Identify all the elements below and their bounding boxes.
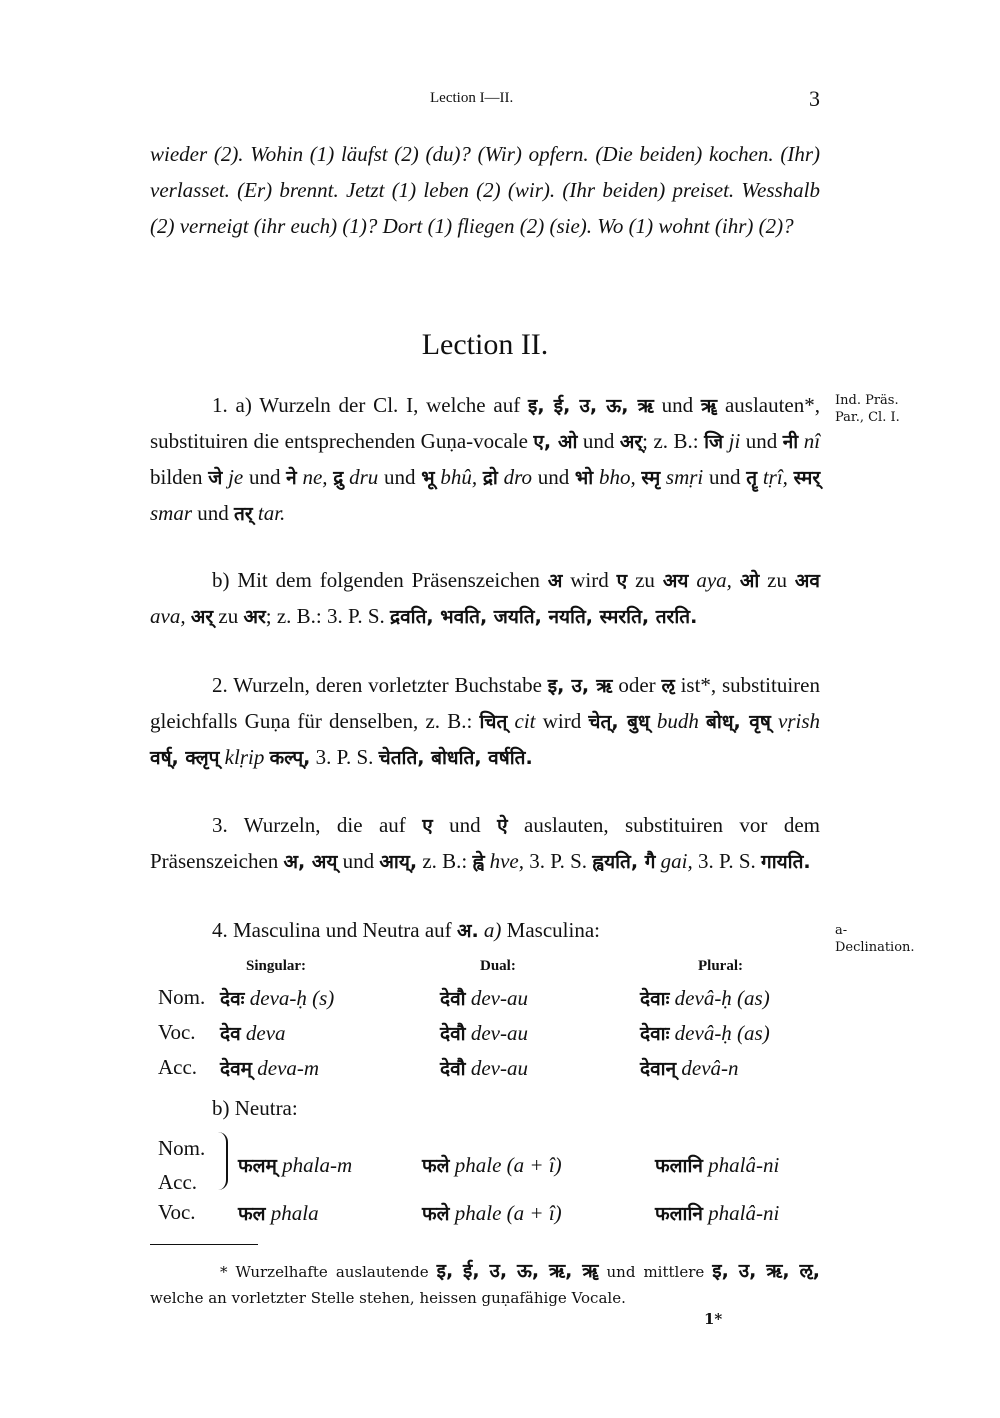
transliteration: ji — [728, 429, 741, 453]
transliteration: nî — [803, 429, 821, 453]
devanagari-text: जे — [208, 467, 223, 489]
devanagari-text: चेत्, बुध् — [588, 711, 650, 733]
transliteration: ne, — [302, 465, 328, 489]
devanagari-text: फल — [238, 1203, 266, 1225]
declension-row — [150, 1020, 830, 1054]
devanagari-text: अय — [662, 570, 689, 592]
devanagari-text: अर — [243, 606, 266, 628]
dual-form — [440, 1055, 528, 1081]
footnote-text: * Wurzelhafte auslautende — [220, 1263, 437, 1281]
signature-mark: 1* — [704, 1310, 723, 1328]
rule-text: und — [243, 465, 287, 489]
singular-form — [220, 985, 334, 1011]
section-heading: Lection II. — [421, 328, 549, 361]
dual-form — [440, 1020, 528, 1046]
page-number: 3 — [809, 86, 820, 111]
devanagari-text: फले — [422, 1203, 450, 1225]
dual-form — [440, 985, 528, 1011]
intro-paragraph: wieder (2). Wohin (1) läufst (2) (du)? (Wir) opfern. (Die beiden) kochen. (Ihr) verlasset. (Er) brennt. Jetzt (1) leben (2) (wir). (Ihr beiden) preiset. Wesshalb (2) verneigt (ihr euch) (1)? Dort (1) fliegen (2) (sie). Wo (1) wohnt (ihr) (2)? — [150, 142, 820, 238]
neutra-label: b) Neutra: — [212, 1096, 298, 1120]
transliteration: dev-au — [470, 1056, 528, 1080]
declension-row — [150, 1152, 830, 1186]
rule-text: und — [378, 465, 422, 489]
transliteration: phale (a + î) — [454, 1153, 562, 1177]
devanagari-text: द्रो — [482, 467, 498, 489]
rule-text: und — [653, 393, 701, 417]
transliteration: smar — [150, 501, 193, 525]
devanagari-text: देवः — [220, 988, 245, 1010]
plural-form — [640, 985, 770, 1011]
running-header — [150, 86, 820, 114]
rule-text: ist*, substituiren gleichfalls Guṇa für denselben, z. B.: — [150, 673, 820, 733]
devanagari-text: अर् — [190, 606, 214, 628]
transliteration: je — [228, 465, 244, 489]
devanagari-text: फलम् — [238, 1155, 277, 1177]
transliteration: aya, — [696, 568, 732, 592]
transliteration: cit — [514, 709, 536, 733]
footnote-text: und mittlere — [598, 1263, 713, 1281]
rule-text: 1. a) Wurzeln der Cl. I, welche auf — [212, 393, 529, 417]
singular-form — [220, 1020, 286, 1046]
transliteration: a) — [483, 918, 502, 942]
rule-text: 3. P. S. — [692, 849, 762, 873]
devanagari-text: इ, ई, उ, ऊ, ऋ — [528, 395, 654, 417]
devanagari-text: ह्वयति, गै — [592, 851, 656, 873]
transliteration: tṛî, — [762, 465, 788, 489]
transliteration: devâ-n — [681, 1056, 739, 1080]
transliteration: phalâ-ni — [708, 1153, 780, 1177]
devanagari-text: स्मृ — [641, 467, 661, 489]
rule-text: 2. Wurzeln, deren vorletzter Buchstabe — [212, 673, 548, 697]
transliteration: dro — [503, 465, 532, 489]
devanagari-text: ए — [616, 570, 628, 592]
rule-text: zu — [759, 568, 795, 592]
devanagari-text: ने — [286, 467, 297, 489]
transliteration: budh — [656, 709, 699, 733]
plural-form — [640, 1055, 739, 1081]
case-label: Voc. — [158, 1200, 196, 1224]
devanagari-text: जि — [704, 431, 724, 453]
dual-form — [422, 1200, 562, 1226]
running-title: Lection I—II. — [430, 90, 514, 106]
devanagari-text: गायति. — [761, 851, 811, 873]
devanagari-text: देवान् — [640, 1058, 677, 1080]
devanagari-text: ह्वे — [472, 851, 485, 873]
transliteration: phale (a + î) — [454, 1201, 562, 1225]
devanagari-text: ॠ — [700, 395, 718, 417]
footnote-divider — [150, 1244, 258, 1245]
plural-form — [640, 1020, 770, 1046]
header-dual: Dual: — [480, 958, 516, 974]
margin-note-a-declination: a-Declination. — [835, 923, 915, 955]
rule-text: 3. Wurzeln, die auf — [212, 813, 423, 837]
singular-form — [238, 1200, 319, 1226]
devanagari-text: नी — [782, 431, 799, 453]
declension-row — [150, 1055, 830, 1089]
devanagari-text: इ, ई, उ, ऊ, ऋ, ॠ — [436, 1260, 599, 1282]
transliteration: gai, — [660, 849, 693, 873]
transliteration: bho, — [598, 465, 636, 489]
footnote-text: welche an vorletzter Stelle stehen, heissen guṇafähige Vocale. — [150, 1289, 626, 1307]
transliteration: deva-ḥ (s) — [249, 986, 335, 1010]
rule-text: zu — [213, 604, 244, 628]
rule-text: und — [432, 813, 498, 837]
devanagari-text: अव — [794, 570, 820, 592]
rule-text: z. B.: — [417, 849, 473, 873]
transliteration: bhû, — [440, 465, 478, 489]
rule-text: wird — [535, 709, 589, 733]
rule-text: zu — [627, 568, 663, 592]
singular-form — [220, 1055, 319, 1081]
devanagari-text: वर्ष्, क्लृप् — [150, 747, 220, 769]
rule-2 — [150, 668, 820, 776]
devanagari-text: देवौ — [440, 1023, 466, 1045]
devanagari-text: इ, उ, ऋ, ऌ, — [712, 1260, 820, 1282]
devanagari-text: ए, ओ — [533, 431, 578, 453]
transliteration: deva-m — [257, 1056, 320, 1080]
rule-text: und — [531, 465, 575, 489]
devanagari-text: बोध्, वृष् — [706, 711, 771, 733]
footnote — [150, 1258, 820, 1311]
transliteration: smṛi — [665, 465, 704, 489]
rule-text: und — [577, 429, 620, 453]
devanagari-text: तॄ — [746, 467, 758, 489]
rule-text: und — [192, 501, 235, 525]
devanagari-text: देवौ — [440, 988, 466, 1010]
rule-1a — [150, 388, 820, 532]
case-label: Nom. — [158, 985, 206, 1009]
transliteration: phala — [270, 1201, 319, 1225]
case-label: Voc. — [158, 1020, 196, 1044]
devanagari-text: फलानि — [655, 1203, 703, 1225]
rule-text: und — [337, 849, 380, 873]
transliteration: dru — [349, 465, 379, 489]
devanagari-text: अ. — [456, 920, 479, 942]
devanagari-text: ऌ — [661, 675, 675, 697]
devanagari-text: देव — [220, 1023, 241, 1045]
devanagari-text: कल्प्, — [269, 747, 311, 769]
case-label: Acc. — [158, 1170, 198, 1194]
devanagari-text: द्रवति, भवति, जयति, नयति, स्मरति, तरति. — [390, 606, 698, 628]
devanagari-text: ओ — [739, 570, 760, 592]
devanagari-text: द्रु — [333, 467, 344, 489]
rule-text: auslauten*, substituiren die entsprechenden Guṇa-vocale — [150, 393, 821, 453]
devanagari-text: भो — [574, 467, 594, 489]
transliteration: dev-au — [470, 986, 528, 1010]
transliteration: deva — [245, 1021, 286, 1045]
case-label: Acc. — [158, 1055, 198, 1079]
rule-text: b) Mit dem folgenden Präsenszeichen — [212, 568, 548, 592]
devanagari-text: चित् — [479, 711, 508, 733]
devanagari-text: स्मर् — [793, 467, 821, 489]
transliteration: vṛish — [778, 709, 821, 733]
rule-text: 3. P. S. — [310, 745, 379, 769]
rule-text: und — [740, 429, 783, 453]
declension-row — [150, 985, 830, 1019]
devanagari-text: देवौ — [440, 1058, 466, 1080]
devanagari-text: भू — [421, 467, 435, 489]
devanagari-text: देवाः — [640, 988, 670, 1010]
devanagari-text: फले — [422, 1155, 450, 1177]
rule-1b — [150, 563, 820, 635]
plural-form — [655, 1152, 779, 1178]
rule-text: ; z. B.: — [642, 429, 705, 453]
case-label: Nom. — [158, 1136, 206, 1160]
rule-text: bilden — [150, 465, 209, 489]
devanagari-text: फलानि — [655, 1155, 703, 1177]
dual-form — [422, 1152, 562, 1178]
transliteration: ava, — [150, 604, 186, 628]
devanagari-text: देवाः — [640, 1023, 670, 1045]
header-singular: Singular: — [246, 958, 307, 974]
rule-text: 4. Masculina und Neutra auf — [212, 918, 457, 942]
transliteration: devâ-ḥ (as) — [674, 986, 770, 1010]
devanagari-text: आय्, — [379, 851, 418, 873]
transliteration: phalâ-ni — [708, 1201, 780, 1225]
devanagari-text: ऐ — [497, 815, 508, 837]
devanagari-text: देवम् — [220, 1058, 253, 1080]
devanagari-text: ए — [422, 815, 433, 837]
transliteration: phala-m — [282, 1153, 353, 1177]
plural-form — [655, 1200, 779, 1226]
devanagari-text: इ, उ, ऋ — [547, 675, 613, 697]
transliteration: hve, — [489, 849, 524, 873]
rule-text: 3. P. S. — [524, 849, 593, 873]
transliteration: tar. — [257, 501, 286, 525]
header-plural: Plural: — [698, 958, 743, 974]
rule-text: ; z. B.: 3. P. S. — [265, 604, 391, 628]
transliteration: dev-au — [470, 1021, 528, 1045]
devanagari-text: तर् — [234, 503, 253, 525]
rule-text: oder — [612, 673, 662, 697]
transliteration: devâ-ḥ (as) — [674, 1021, 770, 1045]
rule-text: auslauten, substituiren vor dem Präsenszeichen — [150, 813, 820, 873]
rule-text: und — [703, 465, 747, 489]
rule-3 — [150, 808, 820, 880]
declension-row — [150, 1200, 830, 1234]
rule-4 — [150, 913, 820, 949]
devanagari-text: अर् — [619, 431, 643, 453]
singular-form — [238, 1152, 352, 1178]
devanagari-text: अ, अय् — [283, 851, 338, 873]
devanagari-text: चेतति, बोधति, वर्षति. — [378, 747, 533, 769]
rule-text: wird — [562, 568, 617, 592]
devanagari-text: अ — [547, 570, 563, 592]
rule-text: Masculina: — [501, 918, 600, 942]
transliteration: klṛip — [224, 745, 265, 769]
margin-note-ind-pras: Ind. Präs. Par., Cl. I. — [835, 393, 900, 425]
